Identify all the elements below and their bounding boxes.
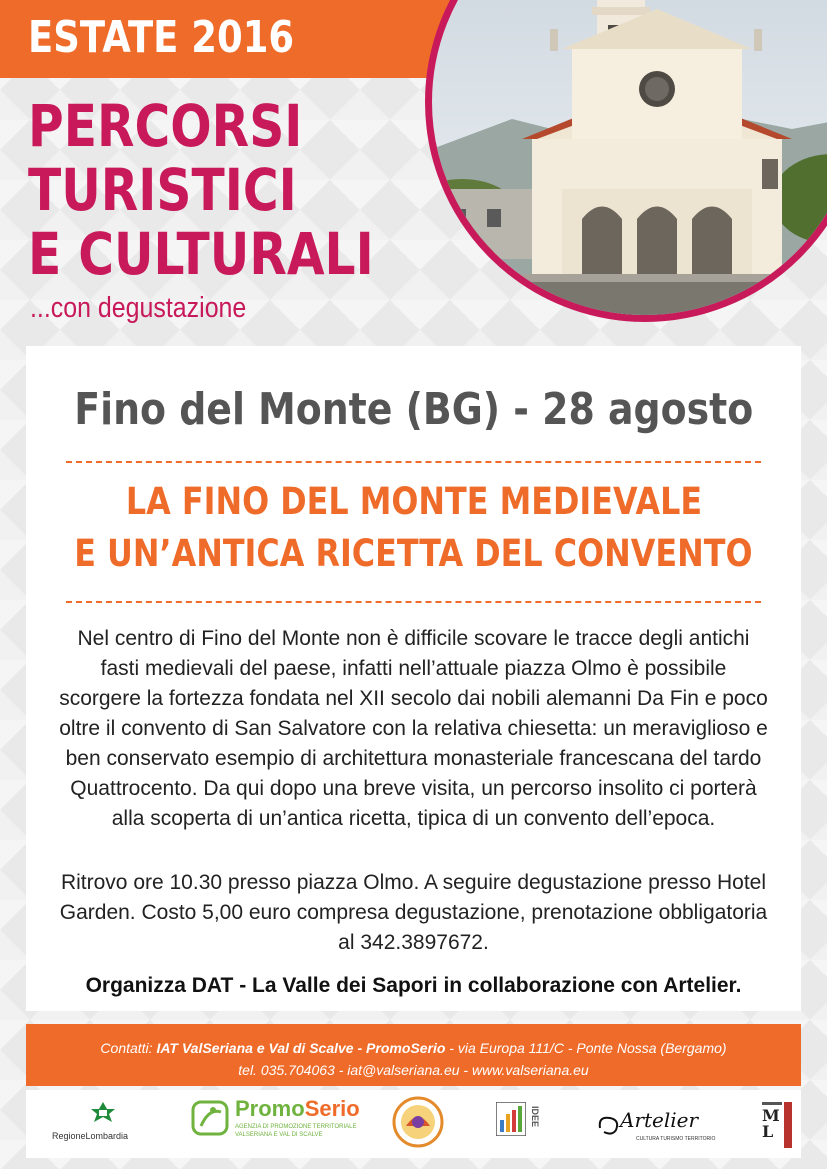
season-label: ESTATE 2016 xyxy=(28,12,295,63)
event-details xyxy=(36,868,791,958)
organizer-credit: Organizza DAT - La Valle dei Sapori in collaborazione con Artelier. xyxy=(85,974,742,997)
separator: - xyxy=(463,1062,469,1078)
contact-label: Contatti: xyxy=(100,1040,153,1056)
artelier-swirl-icon xyxy=(596,1108,622,1138)
event-location-date: Fino del Monte (BG) - 28 agosto xyxy=(74,384,753,435)
separator: - xyxy=(338,1062,344,1078)
title-line-3: E CULTURALI xyxy=(28,220,374,288)
divider-bottom xyxy=(66,601,761,603)
description-line: Nel centro di Fino del Monte non è difficile scovare le tracce degli antichi xyxy=(77,627,750,650)
lombardia-label: RegioneLombardia xyxy=(52,1131,129,1141)
headline-line-1: LA FINO DEL MONTE MEDIEVALE xyxy=(125,480,702,523)
ml-label: ML xyxy=(762,1106,780,1141)
church-photo xyxy=(425,0,827,322)
idee-label: IDEE xyxy=(530,1106,540,1128)
artelier-logo xyxy=(596,1098,716,1150)
artelier-tagline: CULTURA TURISMO TERRITORIO xyxy=(636,1136,716,1142)
promoserio-logo xyxy=(191,1096,391,1152)
divider-top xyxy=(66,461,761,463)
description-line: alla scoperta di un’antica ricetta, tipica di un convento dell’epoca. xyxy=(111,807,716,830)
contact-phone: tel. 035.704063 xyxy=(238,1062,335,1078)
promoserio-tagline-1: AGENZIA DI PROMOZIONE TERRITORIALE xyxy=(235,1124,357,1130)
description-line: Quattrocento. Da qui dopo una breve visita, un percorso insolito ci porterà xyxy=(70,777,757,800)
contact-line-2 xyxy=(26,1062,801,1078)
details-line: al 342.3897672. xyxy=(338,931,489,954)
contact-address: - via Europa 111/C - Ponte Nossa (Bergamo) xyxy=(449,1040,727,1056)
title-line-2: TURISTICI xyxy=(28,156,297,224)
circular-emblem-icon xyxy=(392,1096,444,1148)
distretto-commercio-logo xyxy=(392,1096,444,1153)
sponsor-logos xyxy=(26,1090,801,1158)
ml-logo xyxy=(760,1100,794,1150)
description-line: ben conservato esempio di architettura monasteriale francescana del tardo xyxy=(65,747,762,770)
contact-email[interactable]: iat@valseriana.eu xyxy=(347,1062,460,1078)
contact-org: IAT ValSeriana e Val di Scalve - PromoSerio xyxy=(156,1040,446,1056)
contact-line-1 xyxy=(26,1040,801,1056)
contact-website[interactable]: www.valseriana.eu xyxy=(471,1062,589,1078)
description-line: fasti medievali del paese, infatti nell’attuale piazza Olmo è possibile xyxy=(100,657,727,680)
artelier-wordmark: Artelier xyxy=(620,1108,699,1132)
description-line: scorgere la fortezza fondata nel XII secolo dai nobili alemanni Da Fin e poco xyxy=(59,687,768,710)
promoserio-icon xyxy=(191,1098,231,1138)
details-line: Garden. Costo 5,00 euro compresa degustazione, prenotazione obbligatoria xyxy=(59,901,768,924)
headline-line-2: E UN’ANTICA RICETTA DEL CONVENTO xyxy=(74,532,753,575)
details-line: Ritrovo ore 10.30 presso piazza Olmo. A seguire degustazione presso Hotel xyxy=(60,871,767,894)
promoserio-tagline-2: VALSERIANA E VAL DI SCALVE xyxy=(235,1132,323,1138)
lombardia-rose-icon xyxy=(88,1100,118,1126)
idee-bars-icon xyxy=(496,1102,526,1136)
title-line-1: PERCORSI xyxy=(28,92,303,160)
idee-logo xyxy=(496,1102,546,1148)
description-line: oltre il convento di San Salvatore con la relativa chiesetta: un meraviglioso e xyxy=(59,717,768,740)
regione-lombardia-logo xyxy=(52,1100,152,1150)
serio-text: Serio xyxy=(304,1096,360,1121)
event-description xyxy=(36,624,791,834)
promo-text: Promo xyxy=(235,1096,305,1121)
promoserio-wordmark xyxy=(235,1096,360,1122)
subtitle: ...con degustazione xyxy=(30,292,247,324)
